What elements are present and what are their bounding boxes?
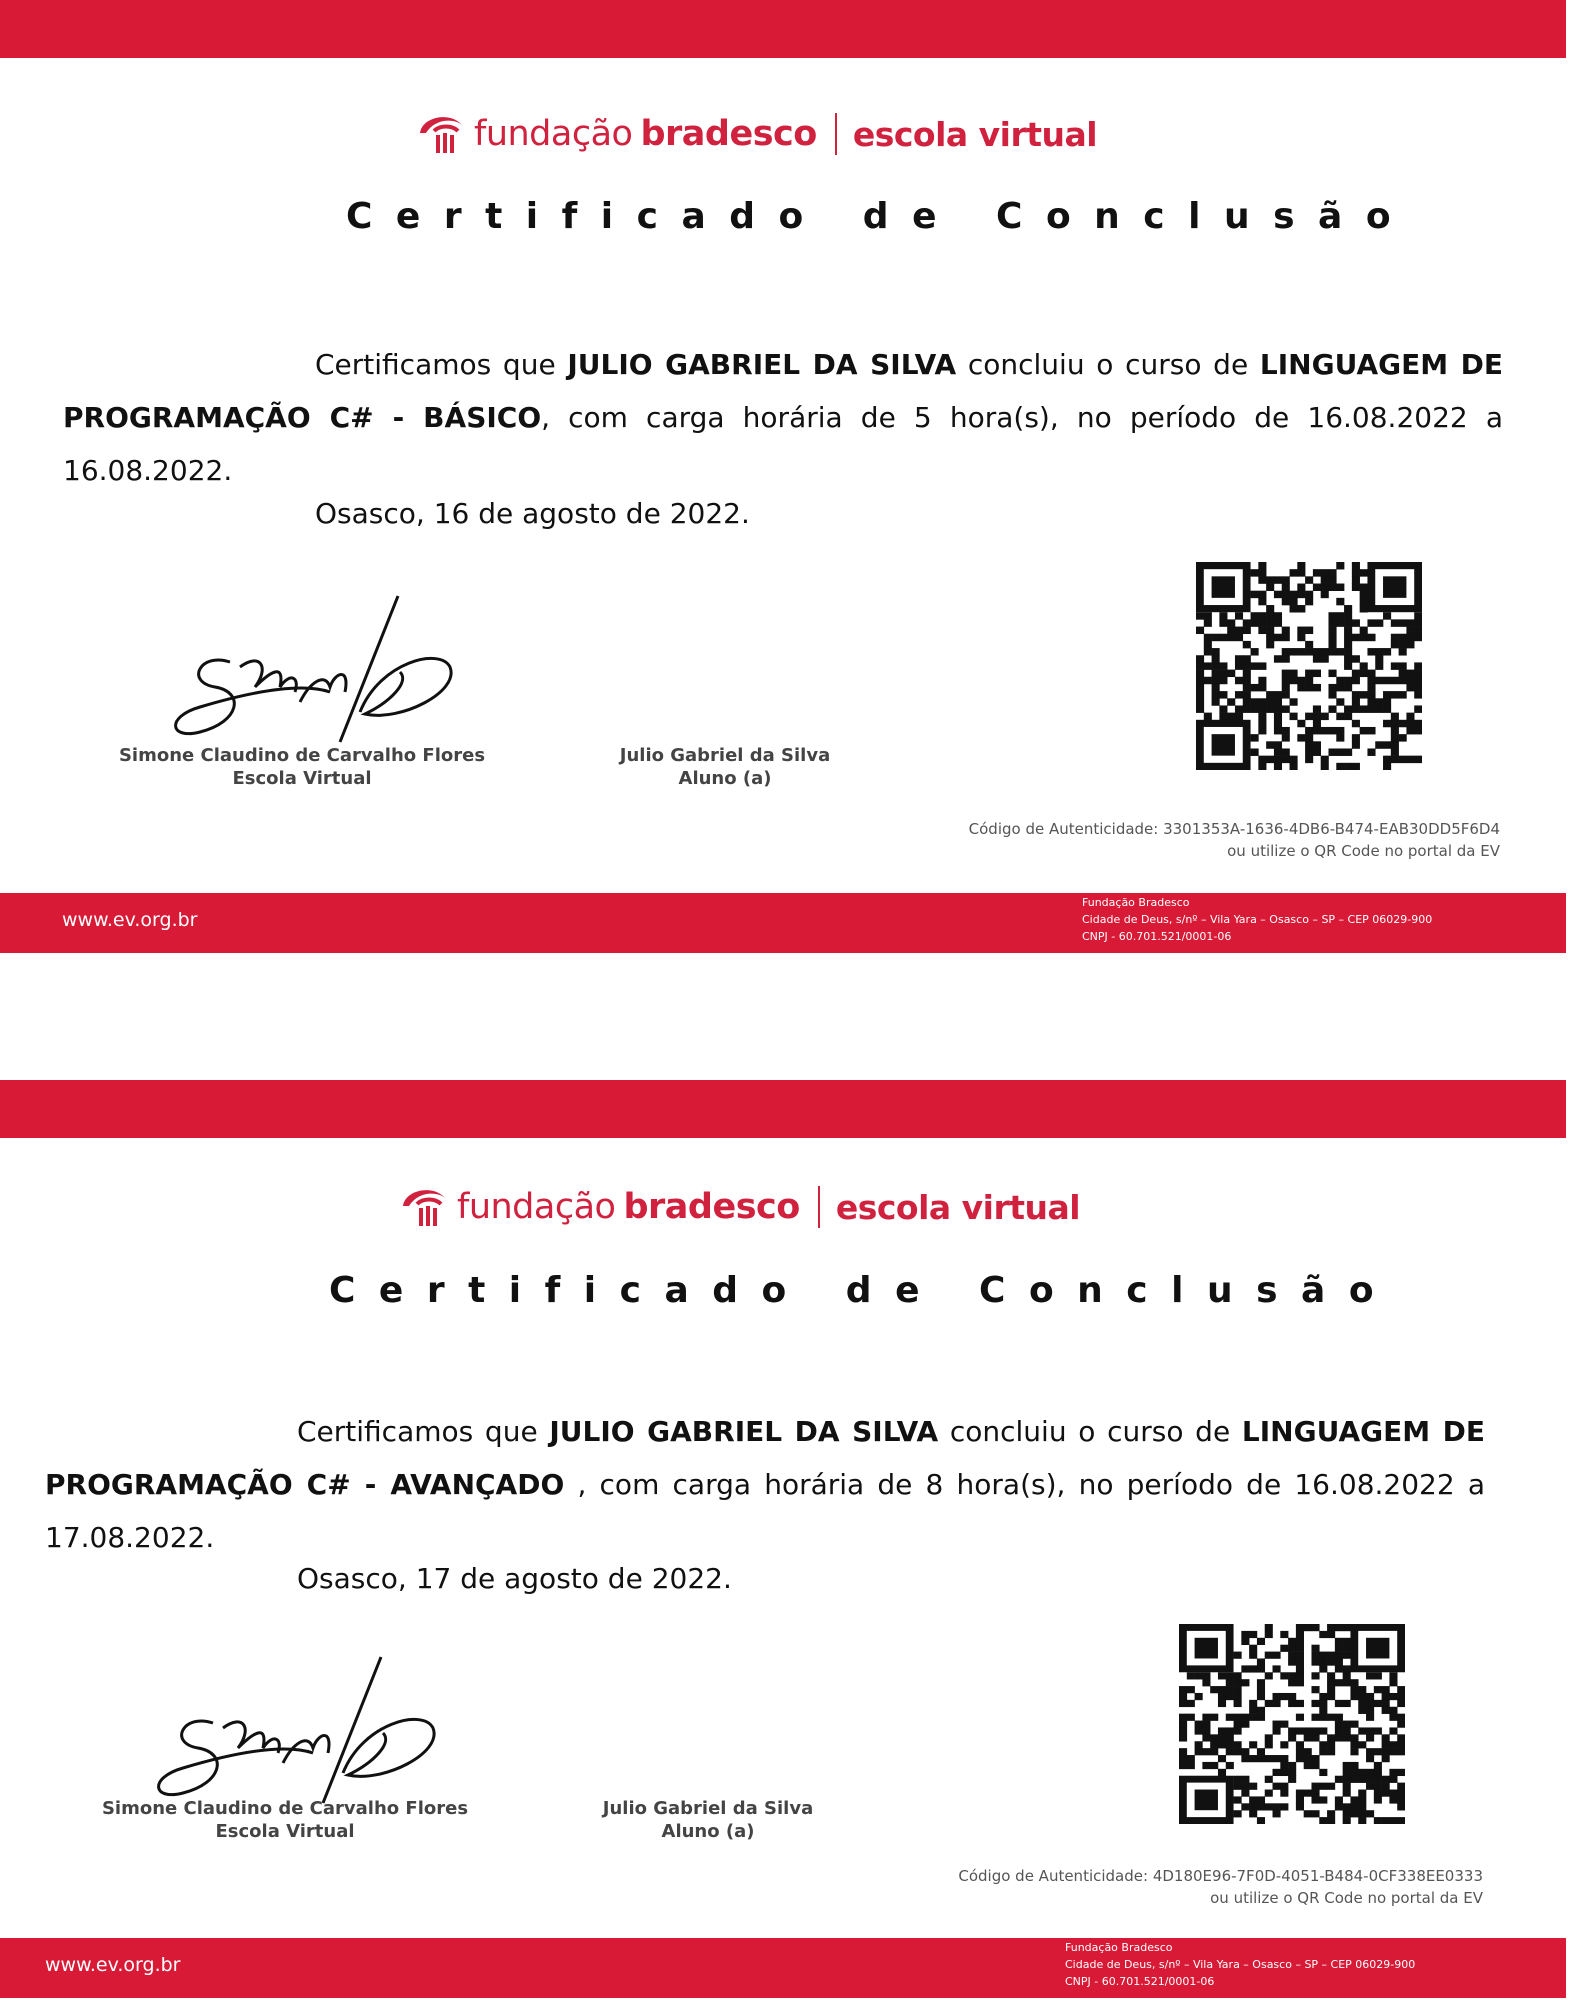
signer-student [600, 744, 850, 790]
place-and-date: Osasco, 16 de agosto de 2022. [315, 497, 750, 530]
top-red-bar [0, 1080, 1566, 1138]
signer-school [95, 1797, 475, 1843]
signer-student-name: Julio Gabriel da Silva [619, 745, 831, 766]
fundacao-bradesco-logo [399, 1177, 1080, 1237]
tree-icon [416, 111, 468, 157]
signer-school [112, 744, 492, 790]
place-and-date: Osasco, 17 de agosto de 2022. [297, 1562, 732, 1595]
logo-divider [835, 113, 837, 155]
footer-bar [0, 1938, 1566, 1998]
signature-image [143, 1653, 443, 1813]
signer-school-role: Escola Virtual [232, 768, 372, 789]
certificate-1 [0, 0, 1566, 955]
signer-student-role: Aluno (a) [661, 1821, 755, 1842]
signer-student-name: Julio Gabriel da Silva [602, 1798, 814, 1819]
footer-website: www.ev.org.br [45, 1954, 181, 1976]
footer-cnpj: CNPJ - 60.701.521/0001-06 [1065, 1975, 1215, 1988]
authenticity-hint: ou utilize o QR Code no portal da EV [1227, 842, 1500, 860]
signer-school-role: Escola Virtual [215, 1821, 355, 1842]
body-rest: , com carga horária de 5 hora(s), no período de 16.08.2022 a 16.08.2022. [63, 401, 1503, 487]
authenticity-block [958, 1865, 1483, 1909]
footer-address-block [1065, 1939, 1415, 1990]
logo-fundacao-text: fundação [474, 114, 633, 154]
signer-student [583, 1797, 833, 1843]
certificate-2 [0, 1080, 1566, 2000]
signer-school-name: Simone Claudino de Carvalho Flores [101, 1798, 469, 1819]
course-name: LINGUAGEM DE PROGRAMAÇÃO C# - AVANÇADO [45, 1415, 1486, 1501]
certificate-body [45, 1405, 1485, 1564]
body-mid: concluiu o curso de [938, 1415, 1242, 1448]
body-mid: concluiu o curso de [956, 348, 1260, 381]
footer-address-block [1082, 894, 1432, 945]
certificate-title: Certificado de Conclusão [346, 196, 1415, 237]
certificate-body [63, 338, 1503, 497]
authenticity-code: Código de Autenticidade: 3301353A-1636-4DB6-B474-EAB30DD5F6D4 [968, 820, 1500, 838]
logo-divider [818, 1186, 820, 1228]
body-rest: , com carga horária de 8 hora(s), no período de 16.08.2022 a 17.08.2022. [45, 1468, 1485, 1554]
body-intro: Certificamos que [297, 1415, 550, 1448]
authenticity-code: Código de Autenticidade: 4D180E96-7F0D-4051-B484-0CF338EE0333 [958, 1867, 1483, 1885]
signature-image [160, 592, 460, 752]
footer-address: Cidade de Deus, s/nº – Vila Yara – Osasco – SP – CEP 06029-900 [1082, 913, 1433, 926]
signer-student-role: Aluno (a) [678, 768, 772, 789]
footer-cnpj: CNPJ - 60.701.521/0001-06 [1082, 930, 1232, 943]
course-name: LINGUAGEM DE PROGRAMAÇÃO C# - BÁSICO [63, 348, 1504, 434]
student-name: JULIO GABRIEL DA SILVA [549, 1415, 939, 1448]
signer-school-name: Simone Claudino de Carvalho Flores [118, 745, 486, 766]
student-name: JULIO GABRIEL DA SILVA [567, 348, 957, 381]
footer-address: Cidade de Deus, s/nº – Vila Yara – Osasco – SP – CEP 06029-900 [1065, 1958, 1416, 1971]
logo-fundacao-text: fundação [457, 1187, 616, 1227]
qr-code [1196, 562, 1422, 770]
logo-bradesco-text: bradesco [640, 114, 817, 154]
certificate-title: Certificado de Conclusão [329, 1270, 1398, 1311]
top-red-bar [0, 0, 1566, 58]
authenticity-hint: ou utilize o QR Code no portal da EV [1210, 1889, 1483, 1907]
footer-website: www.ev.org.br [62, 909, 198, 931]
tree-icon [399, 1184, 451, 1230]
qr-code [1179, 1624, 1405, 1824]
footer-bar [0, 893, 1566, 953]
logo-bradesco-text: bradesco [623, 1187, 800, 1227]
logo-escola-virtual-text: escola virtual [835, 1187, 1081, 1227]
fundacao-bradesco-logo [416, 104, 1097, 164]
authenticity-block [969, 818, 1500, 862]
footer-org: Fundação Bradesco [1065, 1941, 1173, 1954]
logo-escola-virtual-text: escola virtual [852, 114, 1098, 154]
footer-org: Fundação Bradesco [1082, 896, 1190, 909]
body-intro: Certificamos que [315, 348, 568, 381]
